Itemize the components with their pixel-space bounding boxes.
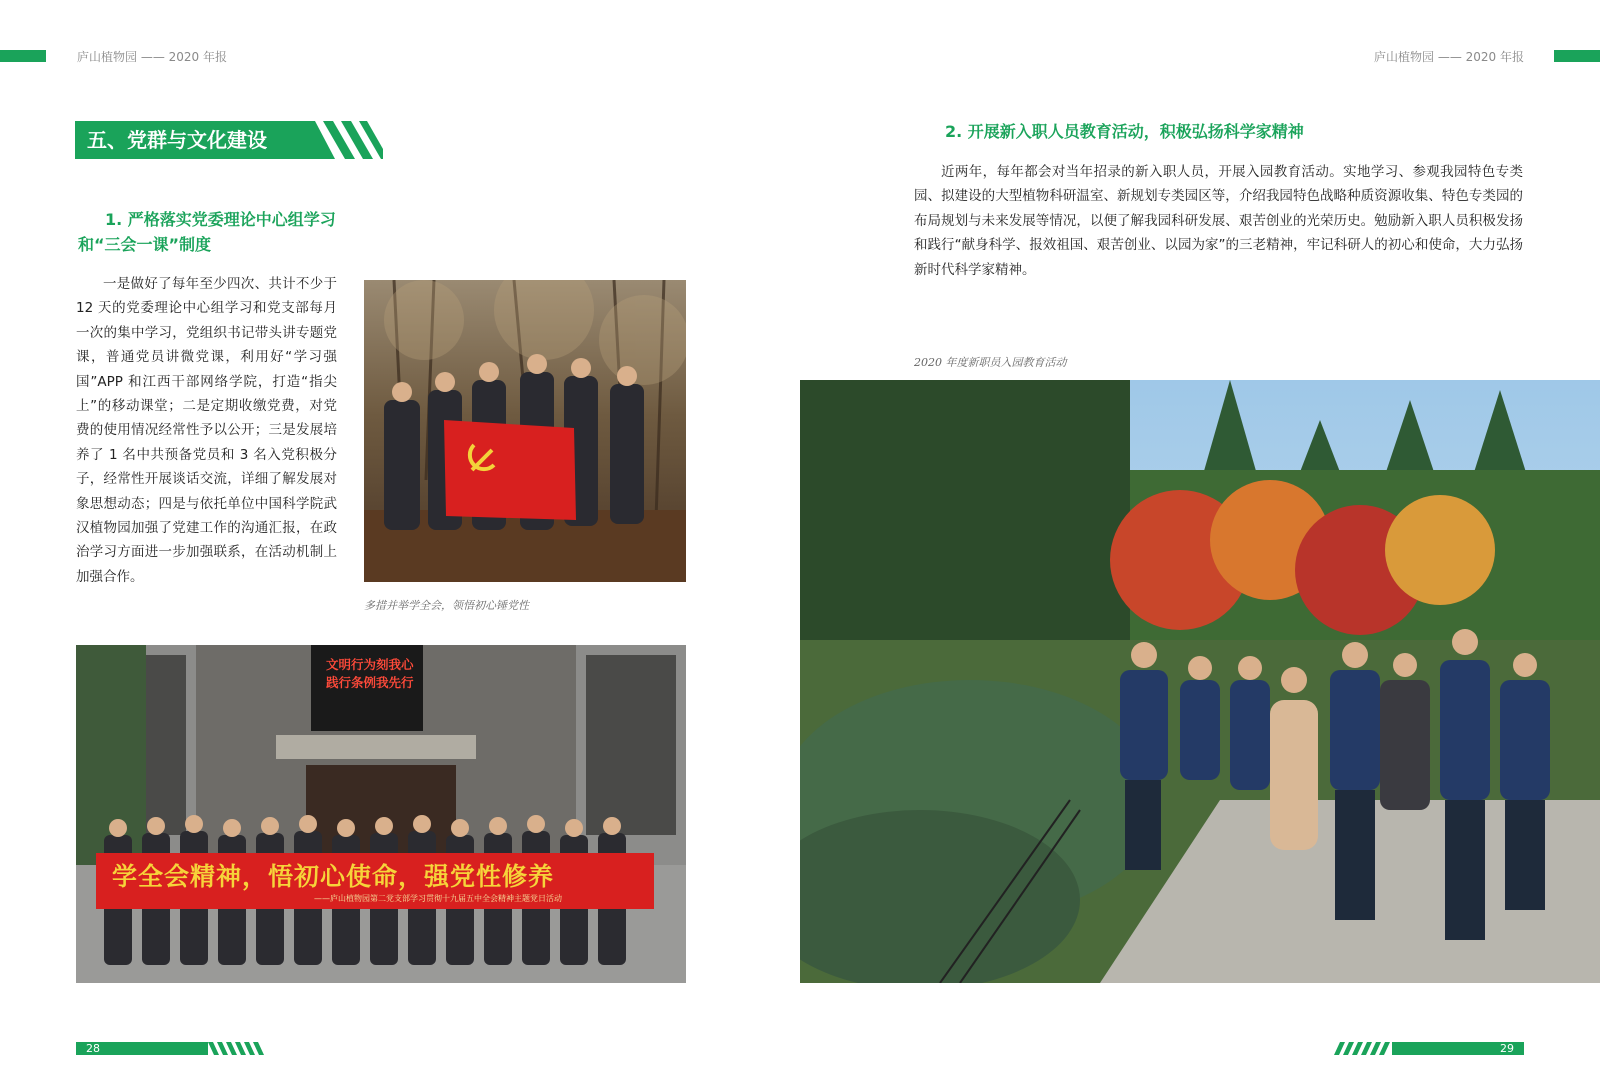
page-number-left: 28	[86, 1042, 100, 1055]
footer-stripes-left	[208, 1042, 266, 1055]
footer-bar-right	[1392, 1042, 1524, 1055]
photo2-background	[76, 645, 686, 983]
photo-party-day-banner	[76, 645, 686, 983]
footer-stripes-right	[1334, 1042, 1392, 1055]
subsection-title-1: 1. 严格落实党委理论中心组学习和“三会一课”制度	[78, 210, 336, 254]
section-title-banner: 五、党群与文化建设	[75, 121, 315, 159]
photo2-screen-line2: 践行条例我先行	[326, 675, 414, 690]
body-text-right	[914, 160, 1523, 282]
photo-new-staff-garden-tour	[800, 380, 1600, 983]
header-title-right: 庐山植物园 —— 2020 年报	[1374, 50, 1524, 64]
photo2-banner-main-text: 学全会精神，悟初心使命，强党性修养	[112, 862, 555, 891]
photo2-screen-line1: 文明行为刻我心	[326, 657, 414, 672]
photo2-banner-sub-text: ——庐山植物园第二党支部学习贯彻十九届五中全会精神主题党日活动	[314, 894, 562, 903]
body-text-left	[76, 272, 337, 589]
header-accent-bar-left	[0, 50, 46, 62]
photo-party-flag-forest	[364, 280, 686, 582]
body-paragraph-right: 近两年，每年都会对当年招录的新入职人员，开展入园教育活动。实地学习、参观我园特色专类园、拟建设的大型植物科研温室、新规划专类园区等，介绍我园特色战略种质资源收集、特色专类园的布局规划与未来发展等情况，以便了解我园科研发展、艰苦创业的光荣历史。勉励新入职人员积极发扬和践行“献身科学、报效祖国、艰苦创业、以园为家”的三老精神，牢记科研人的初心和使命，大力弘扬新时代科学家精神。	[914, 164, 1523, 278]
page-number-right: 29	[1500, 1042, 1514, 1055]
header-accent-bar-right	[1554, 50, 1600, 62]
header-title-left: 庐山植物园 —— 2020 年报	[77, 50, 227, 64]
subsection-title-2: 2. 开展新入职人员教育活动，积极弘扬科学家精神	[945, 122, 1304, 141]
photo1-caption: 多措并举学全会，领悟初心锤党性	[364, 599, 529, 612]
footer-bar-left	[76, 1042, 208, 1055]
body-paragraph-left: 一是做好了每年至少四次、共计不少于 12 天的党委理论中心组学习和党支部每月一次的集中学习，党组织书记带头讲专题党课，普通党员讲微党课，利用好“学习强国”APP 和江西干部网络学院，打造“指尖上”的移动课堂；二是定期收缴党费，对党费的使用情况经常性予以公开；三是发展培养了 1 名中共预备党员和 3 名入党积极分子，经常性开展谈话交流，详细了解发展对象思想动态；四是与依托单位中国科学院武汉植物园加强了党建工作的沟通汇报，在政治学习方面进一步加强联系，在活动机制上加强合作。	[76, 276, 337, 585]
banner-stripes-decoration	[315, 121, 383, 159]
photo3-caption: 2020 年度新职员入园教育活动	[914, 356, 1067, 369]
